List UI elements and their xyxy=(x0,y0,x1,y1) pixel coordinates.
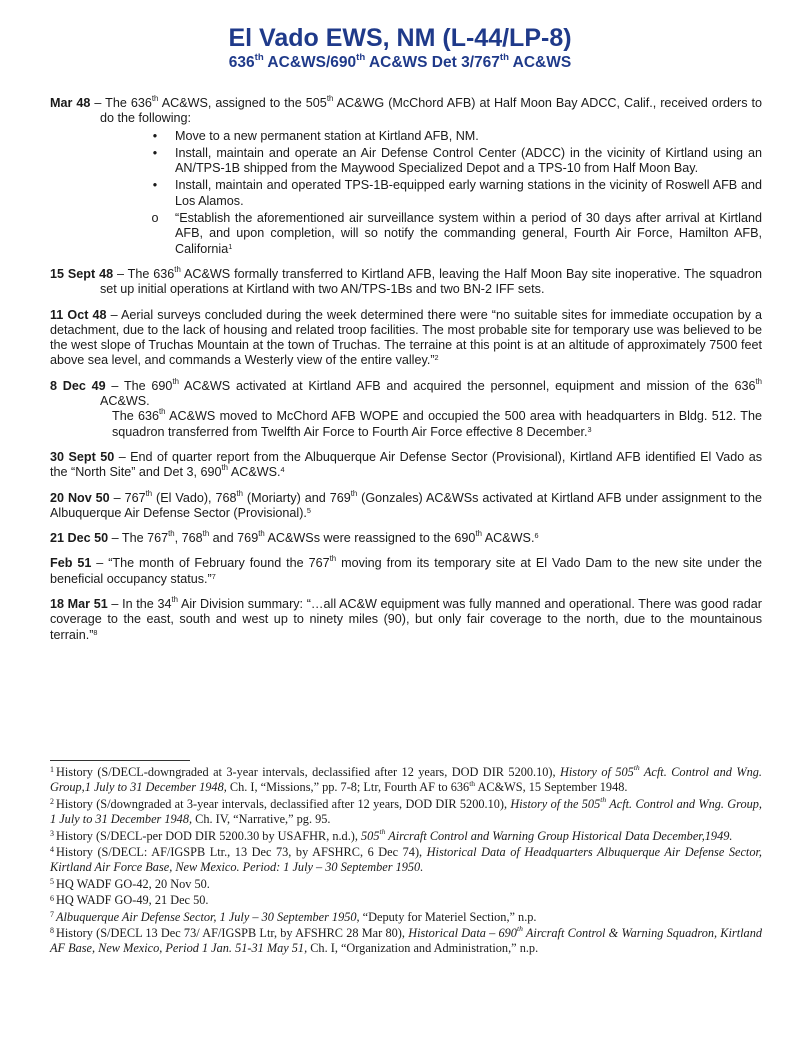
footnote-ref[interactable]: 7 xyxy=(211,571,216,581)
chronology-body xyxy=(50,96,762,653)
entry-feb-51: Feb 51 – “The month of February found the 767th moving from its temporary site at El Vado Dam to the new site under the beneficial occupancy status.”$^7$ xyxy=(50,554,762,586)
footnote-8: $^8$ History (S/DECL 13 Dec 73/ AF/IGSPB Ltr, by AFSHRC 28 Mar 80), Historical Data – 690th Aircraft Control & Warning Squadron, Kirtland AF Base, New Mexico, Period 1 Jan. 51-31 May 51, Ch. I, “Organization and Administration,” n.p. xyxy=(50,924,762,956)
bullet-icon: • xyxy=(152,128,158,143)
entry-date: 18 Mar 51 xyxy=(50,597,108,612)
footnote-ref[interactable]: 4 xyxy=(280,465,285,475)
entry-nov-50: 20 Nov 50 – 767th (El Vado), 768th (Moriarty) and 769th (Gonzales) AC&WSs activated at Kirtland AFB under assignment to the Albuquerque Air Defense Sector (Provisional).$^5$ xyxy=(50,488,762,520)
footnote-3: $^3$ History (S/DECL-per DOD DIR 5200.30 by USAFHR, n.d.), 505th Aircraft Control and Warning Group Historical Data December,1949. xyxy=(50,826,733,843)
entry-oct-48: 11 Oct 48 – Aerial surveys concluded during the week determined there were “no suitable sites for immediate occupation by a detachment, due to the lack of housing and related troop facilities. The most probable site for temporary use was believed to be the west slope of Truchas Mountain at the town of Truchas. The terraine at this point is at an altitude of approximately 7500 feet above sea level, and commands a Westerly view of the entire valley.”$^2$ xyxy=(50,307,762,368)
orders-list xyxy=(151,128,762,257)
list-item: • Install, maintain and operate an Air Defense Control Center (ADCC) in the vicinity of Kirtland using an AN/TPS-1B shipped from the Maywood Specialized Depot and a TPS-10 from Half Moon Bay. xyxy=(175,146,762,177)
entry-continuation: The 636th AC&WS moved to McChord AFB WOPE and occupied the 500 area with headquarters in Bldg. 512. The squadron transferred from Twelfth Air Force to Fourth Air Force effective 8 December.$^3$ xyxy=(112,407,762,439)
footnote-5: $^5$ HQ WADF GO-42, 20 Nov 50. xyxy=(50,876,210,891)
list-item: • Move to a new permanent station at Kirtland AFB, NM. xyxy=(175,129,762,144)
footnote-6: $^6$ HQ WADF GO-49, 21 Dec 50. xyxy=(50,893,209,908)
footnote-divider xyxy=(50,760,190,761)
list-item: o “Establish the aforementioned air surveillance system within a period of 30 days after arrival at Kirtland AFB, and upon completion, will so notify the commanding general, Fourth Air Force, Hamilton AFB, California$^1$ xyxy=(175,211,762,257)
list-item: • Install, maintain and operated TPS-1B-equipped early warning stations in the vicinity of Roswell AFB and Los Alamos. xyxy=(175,178,762,209)
entry-date: 20 Nov 50 xyxy=(50,490,110,505)
footnote-ref[interactable]: 3 xyxy=(587,424,592,434)
entry-date: 30 Sept 50 xyxy=(50,449,115,464)
entry-dec-49: 8 Dec 49 – The 690th AC&WS activated at Kirtland AFB and acquired the personnel, equipment and mission of the 636th AC&WS. The 636th AC&WS moved to McChord AFB WOPE and occupied the 500 area with headquarters in Bldg. 512. The squadron transferred from Twelfth Air Force to Fourth Air Force effective 8 December.$^3$ xyxy=(50,376,762,439)
page-subtitle: 636th AC&WS/690th AC&WS Det 3/767th AC&WS xyxy=(228,51,572,71)
footnote-ref[interactable]: 1 xyxy=(228,241,233,251)
footnote-1: $^1$ History (S/DECL-downgraded at 3-year intervals, declassified after 12 years, DOD DIR 5200.10), History of 505th Acft. Control and Wng. Group,1 July to 31 December 1948, Ch. I, “Missions,” pp. 7-8; Ltr, Fourth AF to 636th AC&WS, 15 September 1948. xyxy=(50,763,762,795)
entry-mar-48: Mar 48 – The 636th AC&WS, assigned to the 505th AC&WG (McChord AFB) at Half Moon Bay ADCC, Calif., received orders to do the following: • Move to a new permanent station at Kirtland AFB, NM. • Install, maintain and operate an Air Defense Control Center (ADCC) in the vicinity of Kirtland using an AN/TPS-1B shipped from the Maywood Specialized Depot and a TPS-10 from Half Moon Bay. • Install, maintain and operated TPS-1B-equipped early warning stations in the vicinity of Roswell AFB and Los Alamos. o “Establish the aforementioned air surveillance system within a period of 30 days after arrival at Kirtland AFB, and upon completion, will so notify the commanding general, Fourth Air Force, Hamilton AFB, California$^1$ xyxy=(50,94,763,256)
entry-date: 15 Sept 48 xyxy=(50,266,114,281)
entry-date: Mar 48 xyxy=(50,96,91,110)
entry-sep-48: 15 Sept 48 – The 636th AC&WS formally transferred to Kirtland AFB, leaving the Half Moon Bay site inoperative. The squadron set up initial operations at Kirtland with two AN/TPS-1Bs and two BN-2 IFF sets. xyxy=(50,265,762,297)
entry-date: Feb 51 xyxy=(50,556,92,571)
circle-bullet-icon: o xyxy=(151,211,159,226)
footnote-ref[interactable]: 5 xyxy=(306,505,311,515)
entry-date: 11 Oct 48 xyxy=(50,307,107,322)
entry-dec-50: 21 Dec 50 – The 767th, 768th and 769th AC&WSs were reassigned to the 690th AC&WS.$^6$ xyxy=(50,529,539,546)
entry-sep-50: 30 Sept 50 – End of quarter report from the Albuquerque Air Defense Sector (Provisional), Kirtland AFB identified El Vado as the “North Site” and Det 3, 690th AC&WS.$^4$ xyxy=(50,449,762,480)
entry-date: 21 Dec 50 xyxy=(50,531,109,546)
bullet-icon: • xyxy=(152,145,158,160)
footnote-7: $^7$ Albuquerque Air Defense Sector, 1 July – 30 September 1950, “Deputy for Materiel Section,” n.p. xyxy=(50,909,537,924)
footnote-ref[interactable]: 8 xyxy=(93,627,98,637)
bullet-icon: • xyxy=(152,178,158,193)
footnote-ref[interactable]: 2 xyxy=(434,353,439,363)
page-title: El Vado EWS, NM (L-44/LP-8) xyxy=(228,24,572,52)
footnote-ref[interactable]: 6 xyxy=(534,531,539,541)
footnote-4: $^4$ History (S/DECL: AF/IGSPB Ltr., 13 Dec 73, by AFSHRC, 6 Dec 74), Historical Data of Headquarters Albuquerque Air Defense Sector, Kirtland Air Force Base, New Mexico. Period: 1 July – 30 September 1950. xyxy=(50,845,762,875)
footnotes xyxy=(50,765,762,958)
footnote-2: $^2$ History (S/downgraded at 3-year intervals, declassified after 12 years, DOD DIR 5200.10), History of the 505th Acft. Control and Wng. Group, 1 July to 31 December 1948, Ch. IV, “Narrative,” pg. 95. xyxy=(50,794,762,827)
entry-mar-51: 18 Mar 51 – In the 34th Air Division summary: “…all AC&W equipment was fully manned and operational. There was good radar coverage to the east, south and west up to ninety miles (90), but only fair coverage to the north, due to the mountainous terrain.”$^8$ xyxy=(50,595,762,642)
entry-date: 8 Dec 49 xyxy=(50,378,106,393)
